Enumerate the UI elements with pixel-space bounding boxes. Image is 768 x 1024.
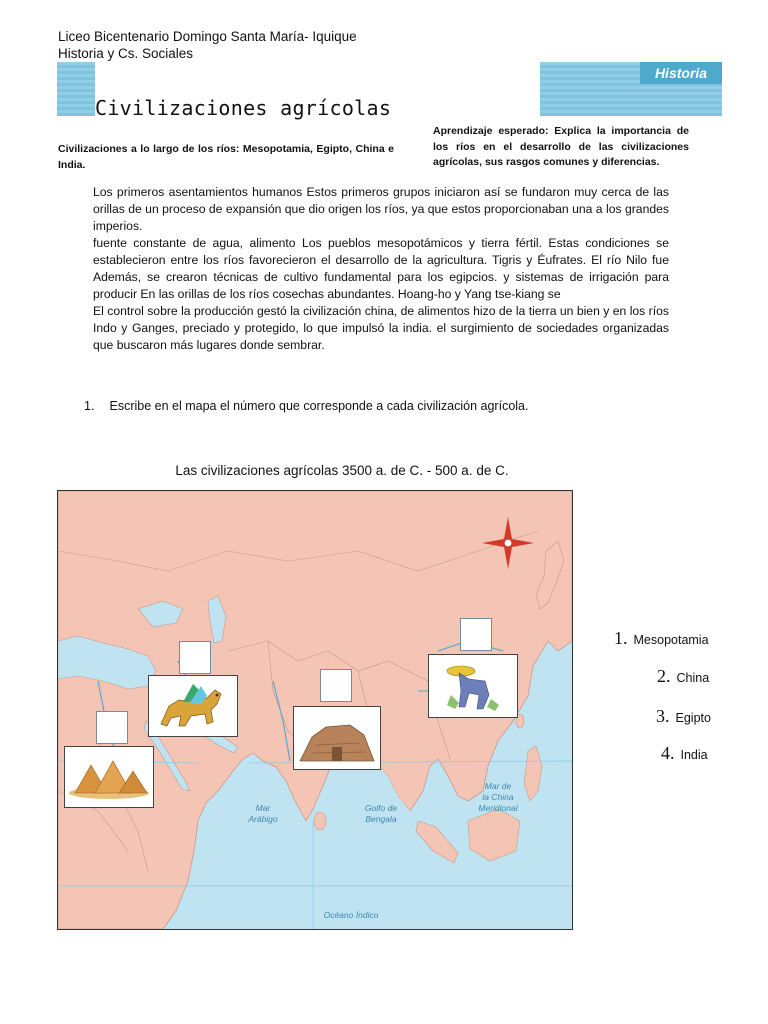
answer-box-india[interactable] [320,669,352,702]
label-bengal-1: Golfo de [364,803,398,813]
legend-item-1 [614,628,709,649]
legend-item-3 [656,706,711,727]
legend-number: 4. [661,743,675,763]
answer-box-egypt[interactable] [96,711,128,744]
ruins-icon [294,707,380,769]
answer-box-mesopotamia[interactable] [179,641,211,674]
historia-brand-label: Historia [640,62,722,84]
label-mar-1: Mar [255,803,271,813]
griffin-icon [149,676,237,736]
page-title: Civilizaciones agrícolas [95,96,392,120]
griffin-picture [148,675,238,737]
pyramids-icon [65,747,153,807]
label-china-sea-3: Meridional [478,803,518,813]
body-text [93,184,669,354]
label-bengal-2: Bengala [365,814,397,824]
legend-label: Mesopotamia [633,633,709,647]
legend-number: 3. [656,706,670,726]
answer-box-china[interactable] [460,618,492,651]
label-mar-2: Arábigo [248,814,278,824]
civilizations-map [57,490,573,930]
map-sri-lanka [314,812,326,830]
body-paragraph-1: Los primeros asentamientos humanos Estos primeros grupos iniciaron así se fundaron muy cerca de las orillas de un proceso de expansión que dio origen los ríos, ya que estos proporcionaban una a los grandes imperios. [93,185,669,233]
subtitle: Civilizaciones a lo largo de los ríos: Mesopotamia, Egipto, China e India. [58,143,394,171]
legend-label: Egipto [675,711,711,725]
body-paragraph-3: El control sobre la producción gestó la civilización china, de alimentos hizo de la tierra un bien y en los ríos Indo y Ganges, preciado y protegido, lo que impulsó la india. el surgimiento de sociedades organizadas que buscaron más lugares donde sembrar. [93,304,669,352]
pyramids-picture [64,746,154,808]
map-title: Las civilizaciones agrícolas 3500 a. de C. - 500 a. de C. [175,463,509,478]
legend-item-2 [657,666,709,687]
label-china-sea-2: la China [482,792,514,802]
instruction-number: 1. [84,399,95,413]
legend-label: China [676,671,710,685]
farmer-icon [429,655,517,717]
label-indian-ocean: Océano Índico [323,910,379,920]
legend-label: India [680,748,708,762]
school-header [58,28,357,62]
legend-item-4 [661,743,708,764]
label-china-sea-1: Mar de [484,781,512,791]
subject-name: Historia y Cs. Sociales [58,46,194,61]
body-paragraph-2: fuente constante de agua, alimento Los pueblos mesopotámicos y tierra fértil. Estas condiciones se establecieron entre los ríos favorecieron el desarrollo de la agricultura. Tigris y Éufrates. El río Nilo fue Además, se crearon técnicas de cultivo fundamental para los egipcios. y sistemas de irrigación para producir En las orillas de los ríos cosechas abundantes. Hoang-ho y Yang tse-kiang se [93,236,669,301]
ruins-picture [293,706,381,770]
legend-number: 2. [657,666,671,686]
school-name: Liceo Bicentenario Domingo Santa María- Iquique [58,29,357,44]
instruction [84,399,528,413]
learning-goal: Aprendizaje esperado: Explica la importancia de los ríos en el desarrollo de las civilizaciones agrícolas, sus rasgos comunes y diferencias. [433,125,689,168]
farmer-picture [428,654,518,718]
instruction-text: Escribe en el mapa el número que corresponde a cada civilización agrícola. [109,399,529,413]
legend-number: 1. [614,628,628,648]
decorative-band-left [57,62,95,116]
